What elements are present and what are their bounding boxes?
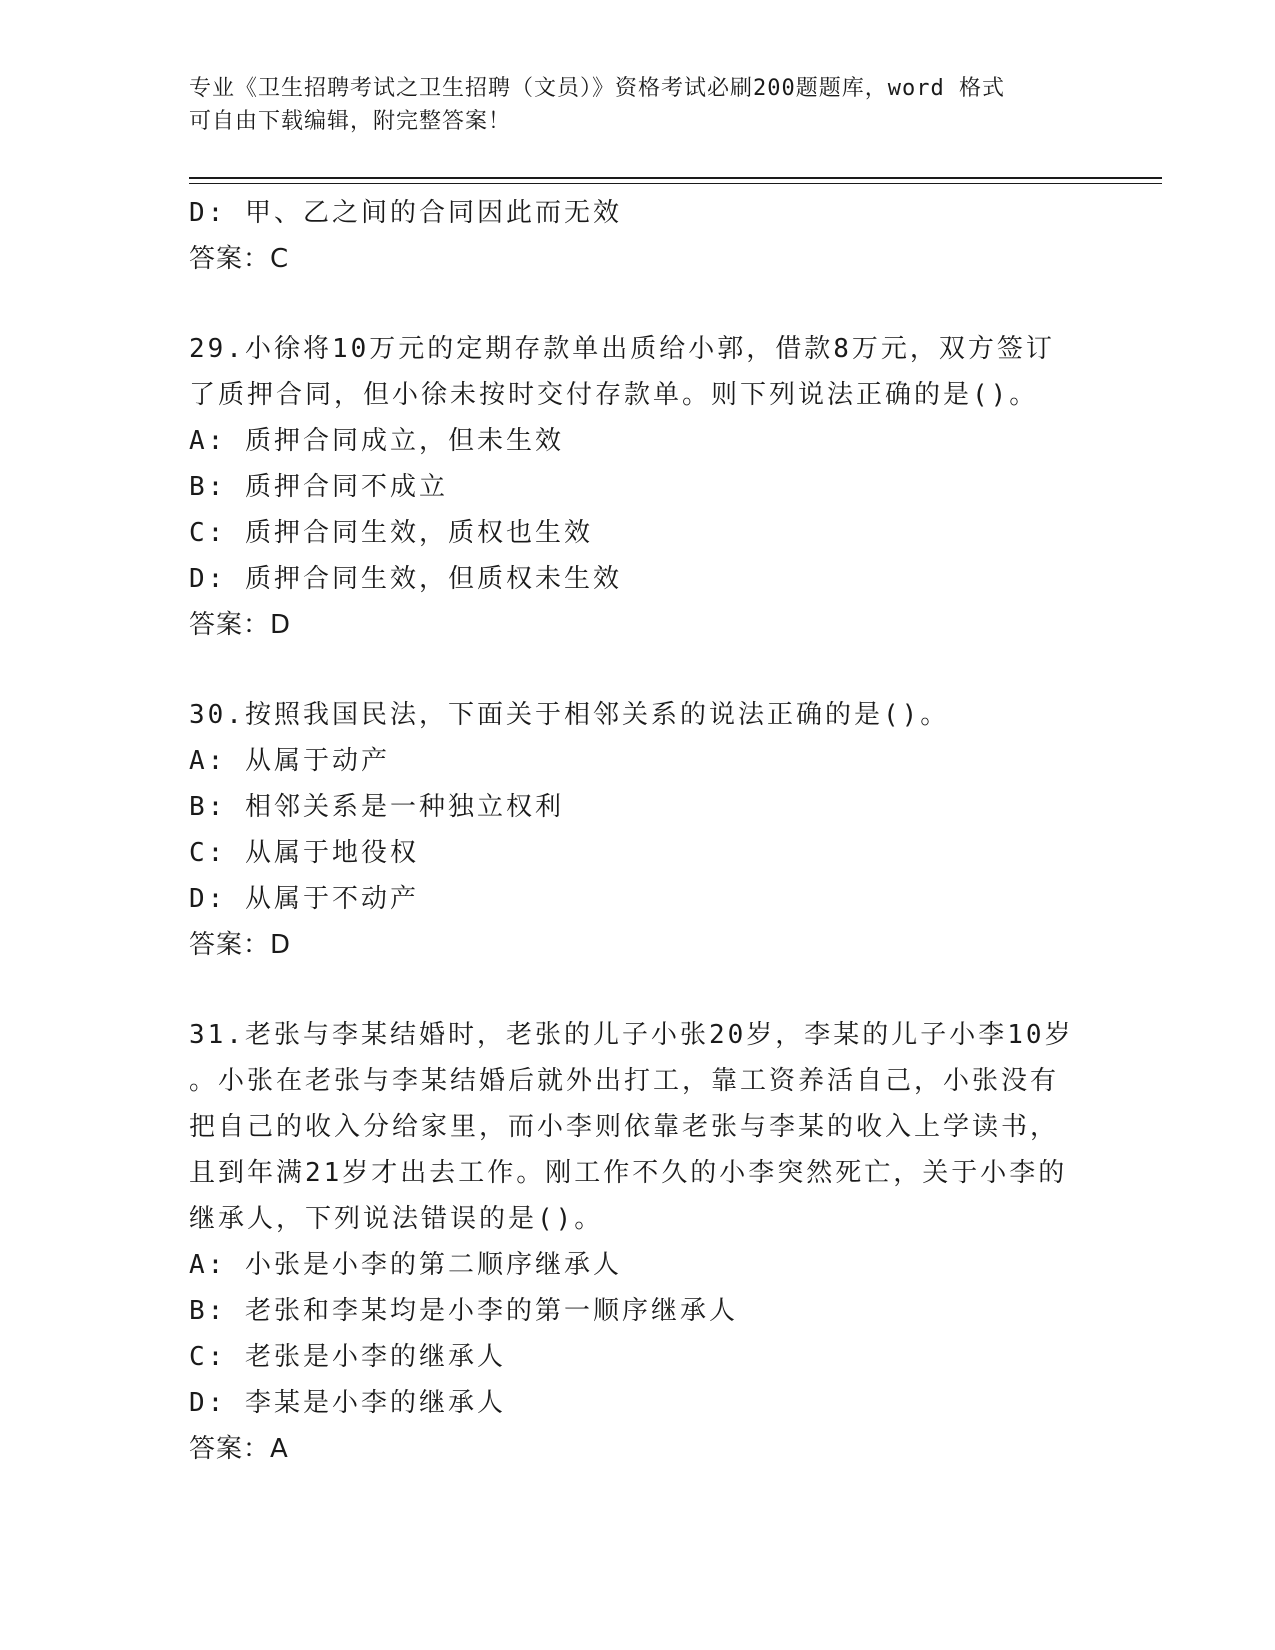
option-c: C: 老张是小李的继承人 bbox=[189, 1342, 506, 1372]
answer-line: 答案：A bbox=[189, 1434, 289, 1464]
header-rule-thick bbox=[189, 177, 1162, 179]
question-stem-line: 。小张在老张与李某结婚后就外出打工，靠工资养活自己，小张没有 bbox=[189, 1066, 1060, 1096]
question-stem-line: 30.按照我国民法，下面关于相邻关系的说法正确的是()。 bbox=[189, 700, 950, 730]
option-a: A: 小张是小李的第二顺序继承人 bbox=[189, 1250, 622, 1280]
spacer bbox=[189, 968, 1089, 1012]
option-c: C: 从属于地役权 bbox=[189, 838, 419, 868]
spacer bbox=[189, 648, 1089, 692]
question-30 bbox=[189, 692, 1089, 968]
header-line-1: 专业《卫生招聘考试之卫生招聘（文员）》资格考试必刷200题题库，word 格式 bbox=[189, 76, 1005, 101]
option-d: D: 李某是小李的继承人 bbox=[189, 1388, 506, 1418]
spacer bbox=[189, 282, 1089, 326]
option-a: A: 质押合同成立，但未生效 bbox=[189, 426, 564, 456]
question-28-tail bbox=[189, 190, 1089, 282]
question-31 bbox=[189, 1012, 1089, 1472]
option-b: B: 相邻关系是一种独立权利 bbox=[189, 792, 564, 822]
question-stem-line: 且到年满21岁才出去工作。刚工作不久的小李突然死亡，关于小李的 bbox=[189, 1158, 1068, 1188]
document-header bbox=[189, 72, 1089, 138]
header-line-2: 可自由下载编辑，附完整答案！ bbox=[189, 109, 512, 134]
question-stem-line: 31.老张与李某结婚时，老张的儿子小张20岁，李某的儿子小李10岁 bbox=[189, 1020, 1074, 1050]
option-b: B: 质押合同不成立 bbox=[189, 472, 448, 502]
option-d: D: 甲、乙之间的合同因此而无效 bbox=[189, 198, 622, 228]
answer-line: 答案：D bbox=[189, 930, 292, 960]
option-a: A: 从属于动产 bbox=[189, 746, 390, 776]
document-body bbox=[189, 190, 1089, 1472]
question-stem-line: 了质押合同，但小徐未按时交付存款单。则下列说法正确的是()。 bbox=[189, 380, 1039, 410]
option-c: C: 质押合同生效，质权也生效 bbox=[189, 518, 593, 548]
option-b: B: 老张和李某均是小李的第一顺序继承人 bbox=[189, 1296, 738, 1326]
answer-line: 答案：D bbox=[189, 610, 292, 640]
question-29 bbox=[189, 326, 1089, 648]
question-stem-line: 把自己的收入分给家里，而小李则依靠老张与李某的收入上学读书， bbox=[189, 1112, 1060, 1142]
header-rule-thin bbox=[189, 183, 1162, 184]
option-d: D: 从属于不动产 bbox=[189, 884, 419, 914]
question-stem-line: 29.小徐将10万元的定期存款单出质给小郭，借款8万元，双方签订 bbox=[189, 334, 1055, 364]
option-d: D: 质押合同生效，但质权未生效 bbox=[189, 564, 622, 594]
question-stem-line: 继承人，下列说法错误的是()。 bbox=[189, 1204, 604, 1234]
answer-line: 答案：C bbox=[189, 244, 290, 274]
